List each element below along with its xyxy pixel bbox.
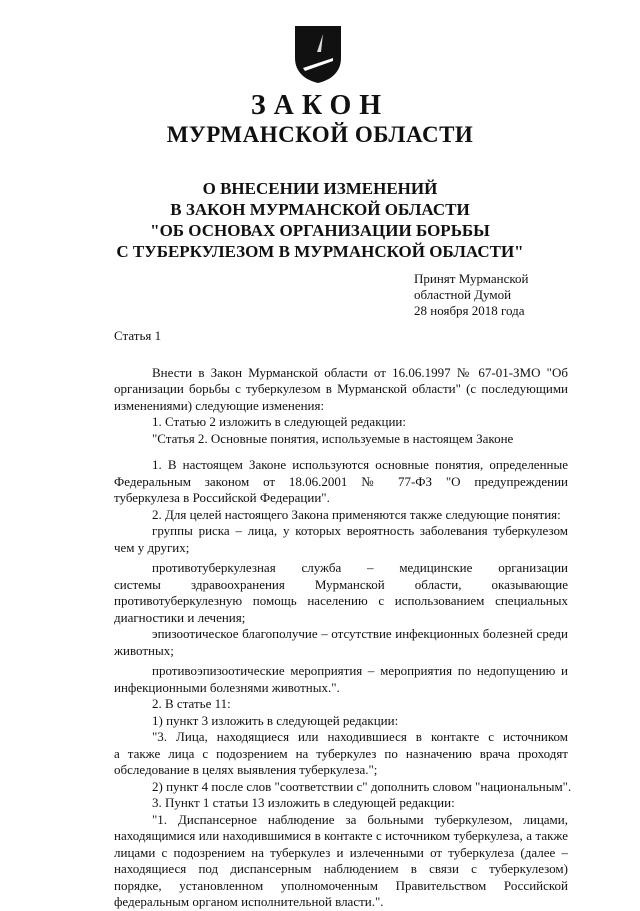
paragraph-line: эпизоотическое благополучие – отсутствие инфекционных болезней среди — [152, 626, 568, 641]
paragraph-line: Внести в Закон Мурманской области от 16.06.1997 № 67-01-ЗМО "Об — [152, 364, 568, 380]
paragraph-line: изменениями) следующие изменения: — [114, 397, 325, 413]
law-body — [114, 328, 572, 911]
law-heading — [0, 178, 640, 262]
heading-line: "ОБ ОСНОВАХ ОРГАНИЗАЦИИ БОРЬБЫ — [150, 221, 490, 240]
heading-line: В ЗАКОН МУРМАНСКОЙ ОБЛАСТИ — [170, 200, 470, 219]
murmansk-coat-of-arms-icon — [293, 24, 343, 84]
heading-line: О ВНЕСЕНИИ ИЗМЕНЕНИЙ — [202, 179, 438, 198]
adoption-date: 28 ноября 2018 года — [414, 303, 525, 318]
paragraph-line: федеральным органом исполнительной власти.". — [114, 894, 384, 909]
paragraph-line: инфекционными болезнями животных.". — [114, 679, 340, 695]
paragraph-line: "1. Диспансерное наблюдение за больными туберкулезом, лицами, — [152, 811, 568, 827]
paragraph-line: системы здравоохранения Мурманской области, оказывающие — [114, 576, 568, 592]
paragraph-line: 2. Для целей настоящего Закона применяются также следующие понятия: — [152, 506, 561, 522]
paragraph-line: противотуберкулезную помощь населению с использованием специальных — [114, 593, 568, 608]
document-subtitle: МУРМАНСКОЙ ОБЛАСТИ — [166, 122, 474, 147]
paragraph-line: Федеральным законом от 18.06.2001 № 77-ФЗ "О предупреждении — [114, 473, 568, 489]
paragraph-line: противотуберкулезная служба – медицинские организации — [152, 560, 568, 575]
paragraph-line: 1) пункт 3 изложить в следующей редакции: — [152, 712, 399, 728]
paragraph-line: противоэпизоотические мероприятия – мероприятия по недопущению и — [152, 663, 568, 678]
paragraph-line: животных; — [114, 642, 174, 658]
paragraph-line: диагностики и лечения; — [114, 609, 246, 625]
paragraph-line: группы риска – лица, у которых вероятность заболевания туберкулезом — [152, 523, 568, 538]
paragraph-line: "3. Лица, находящиеся или находившиеся в контакте с источником — [152, 729, 568, 744]
paragraph-line: 1. Статью 2 изложить в следующей редакции: — [152, 414, 406, 429]
paragraph-line: 1. В настоящем Законе используются основные понятия, определенные — [152, 457, 568, 472]
document-title: ЗАКОН — [250, 90, 390, 121]
paragraph-line: а также лица с подозрением на туберкулез по назначению врача проходят — [114, 745, 568, 761]
paragraph-line: 2) пункт 4 после слов "соответствии с" дополнить словом "национальным". — [152, 778, 572, 794]
paragraph-line: туберкулеза в Российской Федерации". — [114, 490, 330, 505]
paragraph-line: чем у других; — [114, 539, 190, 555]
paragraph-line: обследование в целях выявления туберкулеза."; — [114, 762, 378, 777]
paragraph-line: находящиеся под диспансерным наблюдением в связи с туберкулезом) — [114, 861, 568, 876]
adoption-note — [414, 271, 529, 319]
paragraph-line: "Статья 2. Основные понятия, используемые в настоящем Законе — [152, 430, 514, 446]
heading-line: С ТУБЕРКУЛЕЗОМ В МУРМАНСКОЙ ОБЛАСТИ" — [116, 242, 524, 261]
adoption-line: Принят Мурманской — [414, 271, 529, 286]
paragraph-line: лицами с подозрением на туберкулез и излеченными от туберкулеза (далее – — [114, 844, 568, 860]
paragraph-line: 2. В статье 11: — [152, 696, 231, 711]
paragraph-line: 3. Пункт 1 статьи 13 изложить в следующей редакции: — [152, 795, 455, 810]
article-heading: Статья 1 — [114, 328, 162, 343]
paragraph-line: порядке, установленном уполномоченным Правительством Российской — [114, 877, 568, 893]
adoption-line: областной Думой — [414, 287, 512, 302]
paragraph-line: организации борьбы с туберкулезом в Мурманской области" (с последующими — [114, 381, 568, 396]
paragraph-line: находящимися или находившимися в контакте с источником туберкулеза, а также — [114, 828, 568, 843]
